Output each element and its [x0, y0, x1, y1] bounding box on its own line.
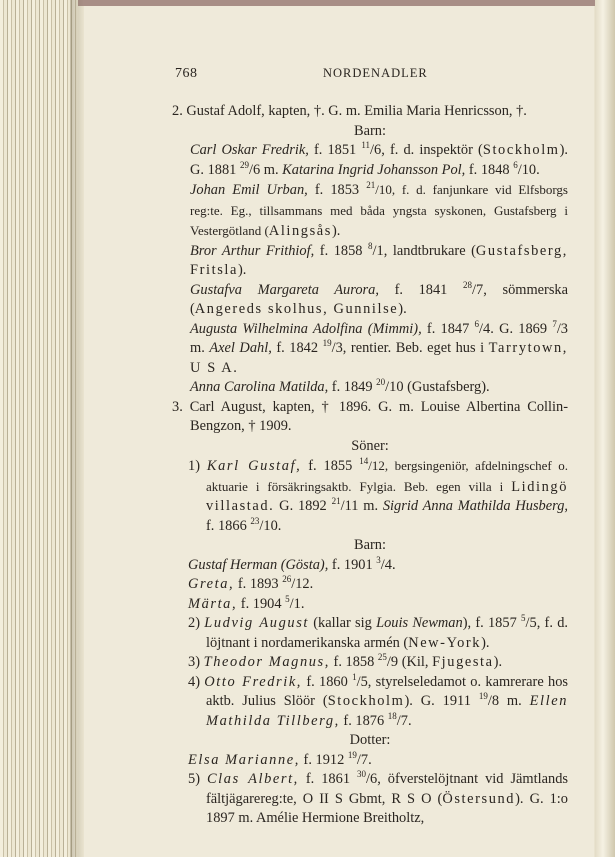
child-entry: Johan Emil Urban, f. 1853 $^{21}$/10, f. d. fanjunkare vid Elfsborgs reg:te. Eg., tillsammans med båda yngsta syskonen, Gustafsberg i Vestergötland (Alingsås).	[190, 180, 568, 239]
entry-3: 3. Carl August, kapten, † 1896. G. m. Louise Albertina Collin-Bengzon, † 1909.	[172, 398, 568, 434]
son-entry: 3) Theodor Magnus, f. 1858 $^{25}$/9 (Kil, Fjugesta).	[188, 652, 503, 670]
barn-heading: Barn:	[354, 122, 386, 139]
binding-shadow	[70, 0, 84, 857]
grandchild-entry: Gustaf Herman (Gösta), f. 1901 $^3$/4.	[188, 554, 396, 573]
dotter-heading: Dotter:	[349, 732, 391, 748]
son-entry: 1) Karl Gustaf, f. 1855 $^{14}$/12, bergsingeniör, afdelningschef o. aktuarie i försäkringsaktb. Fylgia. Beb. egen villa i Lidingö villastad. G. 1892 $^{21}$/11 m. Sigrid Anna Mathilda Husberg, f. 1866 $^{23}$/10.	[188, 456, 568, 534]
child-entry: Carl Oskar Fredrik, f. 1851 $^{11}$/6, f. d. inspektör (Stockholm). G. 1881 $^{29}$/6 m. Katarina Ingrid Johansson Pol, f. 1848 $^6$/10.	[190, 140, 568, 178]
entry-2: 2. Gustaf Adolf, kapten, †. G. m. Emilia Maria Henricsson, †.	[172, 103, 527, 119]
page-number: 768	[175, 66, 198, 81]
page-body	[172, 102, 568, 829]
son-entry: 5) Clas Albert, f. 1861 $^{30}$/6, öfverstelöjtnant vid Jämtlands fältjägarereg:te, O II S Gbmt, R S O (Östersund). G. 1:o 1897 m. Amélie Hermione Breitholtz,	[188, 769, 569, 826]
page-header	[175, 66, 560, 86]
grandchild-entry: Elsa Marianne, f. 1912 $^{19}$/7.	[188, 749, 372, 768]
barn-heading: Barn:	[354, 537, 386, 553]
son-entry: 4) Otto Fredrik, f. 1860 $^1$/5, styrelseledamot o. kamrerare hos aktb. Julius Slöör (Stockholm). G. 1911 $^{19}$/8 m. Ellen Mathilda Tillberg, f. 1876 $^{18}$/7.	[188, 671, 569, 729]
grandchild-entry: Greta, f. 1893 $^{26}$/12.	[188, 574, 314, 592]
right-page-edge	[595, 0, 615, 857]
soner-heading: Söner:	[351, 437, 389, 454]
child-entry: Augusta Wilhelmina Adolfina (Mimmi), f. 1847 $^6$/4. G. 1869 $^7$/3 m. Axel Dahl, f. 1842 $^{19}$/3, rentier. Beb. eget hus i Tarrytown, U S A.	[190, 318, 569, 376]
book-page-edges	[0, 0, 78, 857]
son-entry: 2) Ludvig August (kallar sig Louis Newman), f. 1857 $^5$/5, f. d. löjtnant i nordamerikanska armén (New-York).	[188, 613, 568, 651]
child-entry: Bror Arthur Frithiof, f. 1858 $^8$/1, landtbrukare (Gustafsberg, Fritsla).	[190, 240, 568, 278]
grandchild-entry: Märta, f. 1904 $^5$/1.	[188, 593, 305, 612]
child-entry: Anna Carolina Matilda, f. 1849 $^{20}$/10 (Gustafsberg).	[190, 377, 490, 395]
child-entry: Gustafva Margareta Aurora, f. 1841 $^{28}$/7, sömmerska (Angereds skolhus, Gunnilse).	[190, 279, 569, 317]
running-title: NORDENADLER	[323, 66, 428, 80]
